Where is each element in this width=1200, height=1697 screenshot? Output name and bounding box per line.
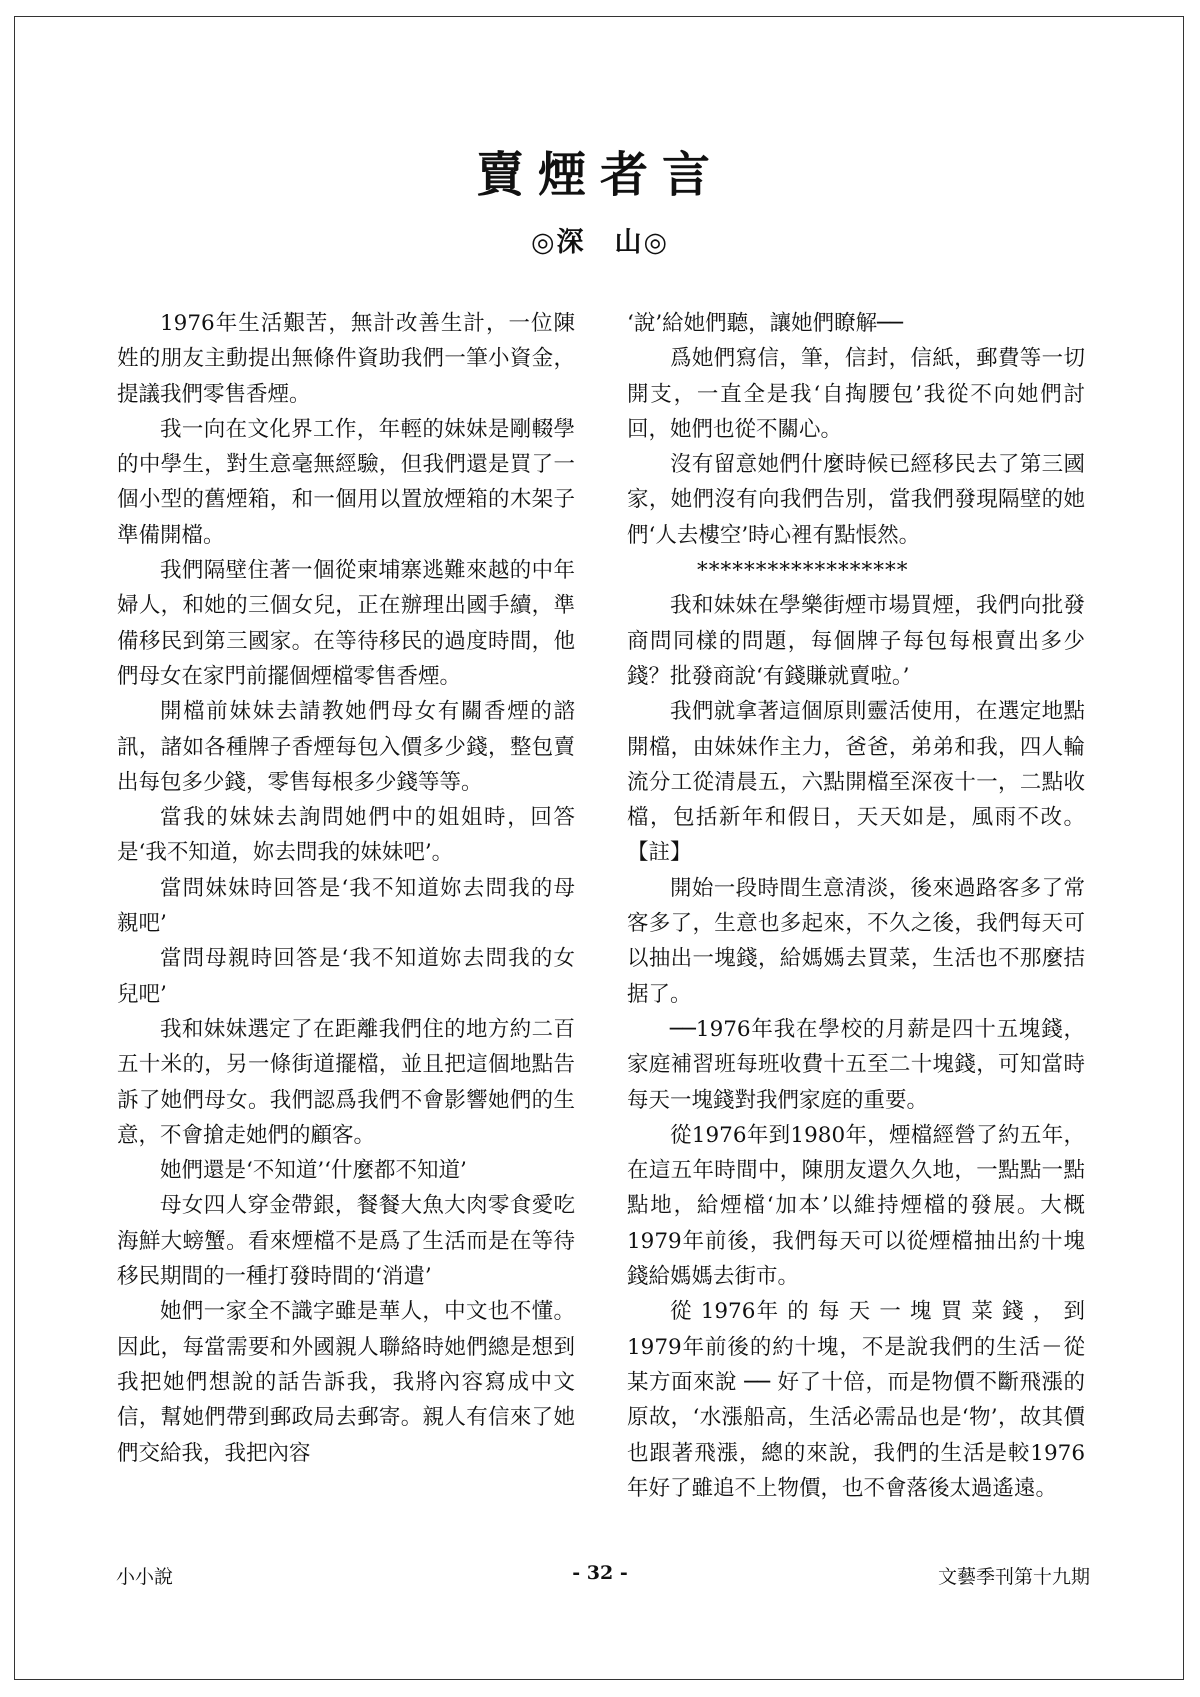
right-column xyxy=(627,306,1085,1506)
paragraph: 我和妹妹選定了在距離我們住的地方約二百五十米的，另一條街道擺檔，並且把這個地點告訴了她們母女。我們認爲我們不會影響她們的生意，不會搶走她們的顧客。 xyxy=(117,1016,575,1148)
footer-section-label: 小小說 xyxy=(116,1566,174,1588)
paragraph: ──1976年我在學校的月薪是四十五塊錢，家庭補習班每班收費十五至二十塊錢，可知當時每天一塊錢對我們家庭的重要。 xyxy=(627,1016,1085,1113)
paragraph: 我們就拿著這個原則靈活使用，在選定地點開檔，由妹妹作主力，爸爸，弟弟和我，四人輪流分工從清晨五，六點開檔至深夜十一，二點收檔，包括新年和假日，天天如是，風雨不改。【註】 xyxy=(627,699,1085,866)
author-name: 深 山 xyxy=(556,227,644,258)
paragraph: 沒有留意她們什麼時候已經移民去了第三國家，她們沒有向我們告別，當我們發現隔壁的她們‘人去樓空’時心裡有點悵然。 xyxy=(627,452,1085,548)
paragraph: 當問妹妹時回答是‘我不知道妳去問我的母親吧’ xyxy=(117,875,575,937)
article-author xyxy=(0,220,1200,259)
paragraph: 我一向在文化界工作，年輕的妹妹是剛輟學的中學生，對生意毫無經驗，但我們還是買了一個小型的舊煙箱，和一個用以置放煙箱的木架子準備開檔。 xyxy=(117,416,575,548)
paragraph-continuation: ‘說’給她們聽，讓她們瞭解── xyxy=(627,311,904,336)
paragraph: 1976年生活艱苦，無計改善生計，一位陳姓的朋友主動提出無條件資助我們一筆小資金，提議我們零售香煙。 xyxy=(117,311,575,407)
paragraph: 我和妹妹在學樂街煙市場買煙，我們向批發商問同樣的問題，每個牌子每包每根賣出多少錢？批發商說‘有錢賺就賣啦。’ xyxy=(627,593,1085,689)
paragraph: 當問母親時回答是‘我不知道妳去問我的女兒吧’ xyxy=(117,946,575,1007)
author-mark-left: ◎ xyxy=(530,227,557,258)
footer-page-number: - 32 - xyxy=(572,1562,628,1584)
paragraph: 我們隔壁住著一個從柬埔寨逃難來越的中年婦人，和她的三個女兒，正在辦理出國手續，準備移民到第三國家。在等待移民的過度時間，他們母女在家門前擺個煙檔零售香煙。 xyxy=(117,558,575,689)
left-column xyxy=(117,306,575,1471)
section-separator: ****************** xyxy=(697,558,909,584)
paragraph: 她們還是‘不知道’‘什麼都不知道’ xyxy=(160,1158,467,1184)
author-mark-right: ◎ xyxy=(643,227,670,258)
paragraph: 開檔前妹妹去請教她們母女有關香煙的諮訊，諸如各種牌子香煙每包入價多少錢，整包賣出每包多少錢，零售每根多少錢等等。 xyxy=(117,699,575,795)
paragraph: 開始一段時間生意清淡，後來過路客多了常客多了，生意也多起來，不久之後，我們每天可以抽出一塊錢，給媽媽去買菜，生活也不那麼拮据了。 xyxy=(627,875,1085,1007)
article-title: 賣煙者言 xyxy=(475,147,724,203)
paragraph: 母女四人穿金帶銀，餐餐大魚大肉零食愛吃海鮮大螃蟹。看來煙檔不是爲了生活而是在等待移民期間的一種打發時間的‘消遣’ xyxy=(117,1193,575,1290)
paragraph: 從1976年到1980年，煙檔經營了約五年，在這五年時間中，陳朋友還久久地，一點點一點點地，給煙檔‘加本’以維持煙檔的發展。大概1979年前後，我們每天可以從煙檔抽出約十塊錢給媽媽去街市。 xyxy=(627,1122,1085,1290)
paragraph: 從 1976年 的 每 天 一 塊 買 菜 錢 ， 到1979年前後的約十塊，不是說我們的生活－從某方面來說 ── 好了十倍，而是物價不斷飛漲的原故，‘水漲船高，生活必需品也是‘物’，故其價也跟著飛漲，總的來說，我們的生活是較1976年好了雖追不上物價，也不會落後太過遙遠。 xyxy=(627,1299,1085,1501)
paragraph: 爲她們寫信，筆，信封，信紙，郵費等一切開支，一直全是我‘自掏腰包’我從不向她們討回，她們也從不關心。 xyxy=(627,346,1085,442)
paragraph: 她們一家全不識字雖是華人，中文也不懂。因此，每當需要和外國親人聯絡時她們總是想到我把她們想說的話告訴我，我將內容寫成中文信，幫她們帶到郵政局去郵寄。親人有信來了她們交給我，我把內容 xyxy=(117,1299,575,1466)
footer-publication: 文藝季刊第十九期 xyxy=(937,1566,1090,1588)
paragraph: 當我的妹妹去詢問她們中的姐姐時，回答是‘我不知道，妳去問我的妹妹吧’。 xyxy=(117,805,575,866)
